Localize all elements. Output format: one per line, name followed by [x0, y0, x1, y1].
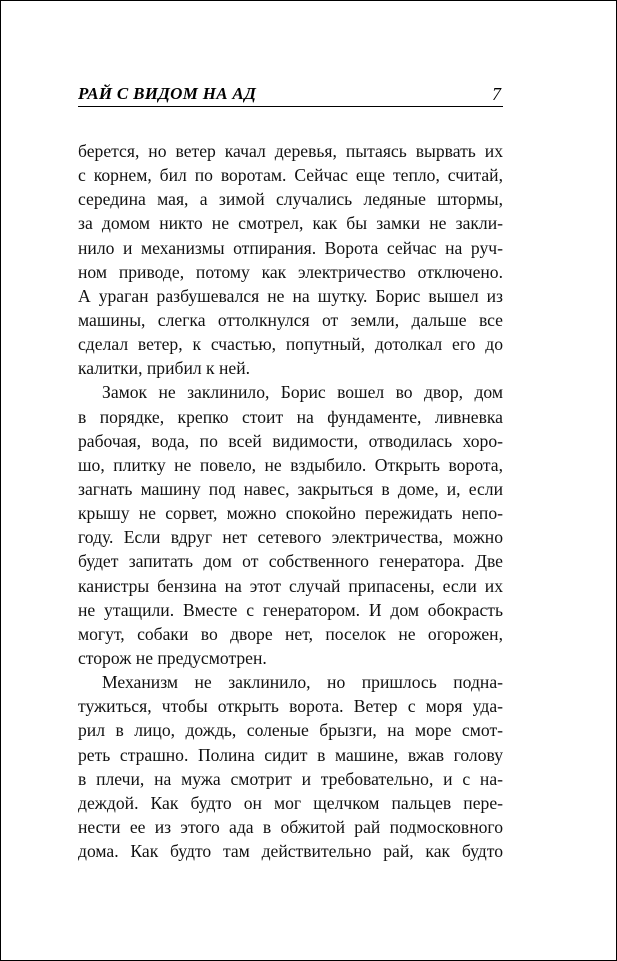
text-line: с корнем, бил по воротам. Сейчас еще тепло, считай,: [78, 165, 503, 186]
page-number: 7: [492, 84, 501, 104]
text-line: году. Если вдруг нет сетевого электричества, можно: [78, 527, 503, 548]
text-line: Механизм не заклинило, но пришлось подна-: [102, 672, 503, 693]
paragraph: [78, 670, 503, 863]
text-line: за домом никто не смотрел, как бы замки не закли-: [78, 213, 503, 234]
text-line: крышу не сорвет, можно спокойно пережидать непо-: [78, 503, 503, 524]
text-line: будет запитать дом от собственного генератора. Две: [78, 551, 503, 572]
text-line: не утащили. Вместе с генератором. И дом обокрасть: [78, 599, 503, 620]
text-line: А ураган разбушевался не на шутку. Борис вышел из: [78, 285, 503, 306]
text-line: машины, слегка оттолкнулся от земли, дальше все: [78, 309, 503, 330]
body-text: [78, 139, 503, 863]
text-line: сторож не предусмотрен.: [78, 647, 267, 668]
text-line: ном приводе, потому как электричество отключено.: [78, 261, 503, 282]
text-line: нило и механизмы отпирания. Ворота сейчас на руч-: [78, 237, 503, 258]
text-line: могут, собаки во дворе нет, поселок не огорожен,: [78, 623, 503, 644]
running-head: [78, 84, 503, 107]
text-line: тужиться, чтобы открыть ворота. Ветер с моря уда-: [78, 696, 503, 717]
running-head-title: РАЙ С ВИДОМ НА АД: [78, 84, 257, 103]
paragraph: [78, 139, 503, 380]
text-line: реть страшно. Полина сидит в машине, вжав голову: [78, 744, 503, 765]
text-line: загнать машину под навес, закрыться в доме, и, если: [78, 478, 503, 499]
text-line: канистры бензина на этот случай припасены, если их: [78, 575, 503, 596]
paragraph: [78, 380, 503, 670]
text-line: калитки, прибил к ней.: [78, 358, 251, 379]
text-line: шо, плитку не повело, не вздыбило. Открыть ворота,: [78, 454, 503, 475]
text-line: середина мая, а зимой случались ледяные штормы,: [78, 189, 503, 210]
text-line: нести ее из этого ада в обжитой рай подмосковного: [78, 816, 503, 837]
text-line: деждой. Как будто он мог щелчком пальцев пере-: [78, 792, 503, 813]
text-line: рабочая, вода, по всей видимости, отводилась хоро-: [78, 430, 503, 451]
text-line: Замок не заклинило, Борис вошел во двор, дом: [102, 382, 503, 403]
text-line: дома. Как будто там действительно рай, как будто: [78, 841, 503, 862]
text-line: рил в лицо, дождь, соленые брызги, на море смот-: [78, 720, 503, 741]
text-line: берется, но ветер качал деревья, пытаясь вырвать их: [78, 141, 503, 161]
text-line: в порядке, крепко стоит на фундаменте, ливневка: [78, 406, 503, 427]
text-line: сделал ветер, к счастью, попутный, дотолкал его до: [78, 334, 503, 355]
text-line: в плечи, на мужа смотрит и требовательно, и с на-: [78, 768, 503, 789]
